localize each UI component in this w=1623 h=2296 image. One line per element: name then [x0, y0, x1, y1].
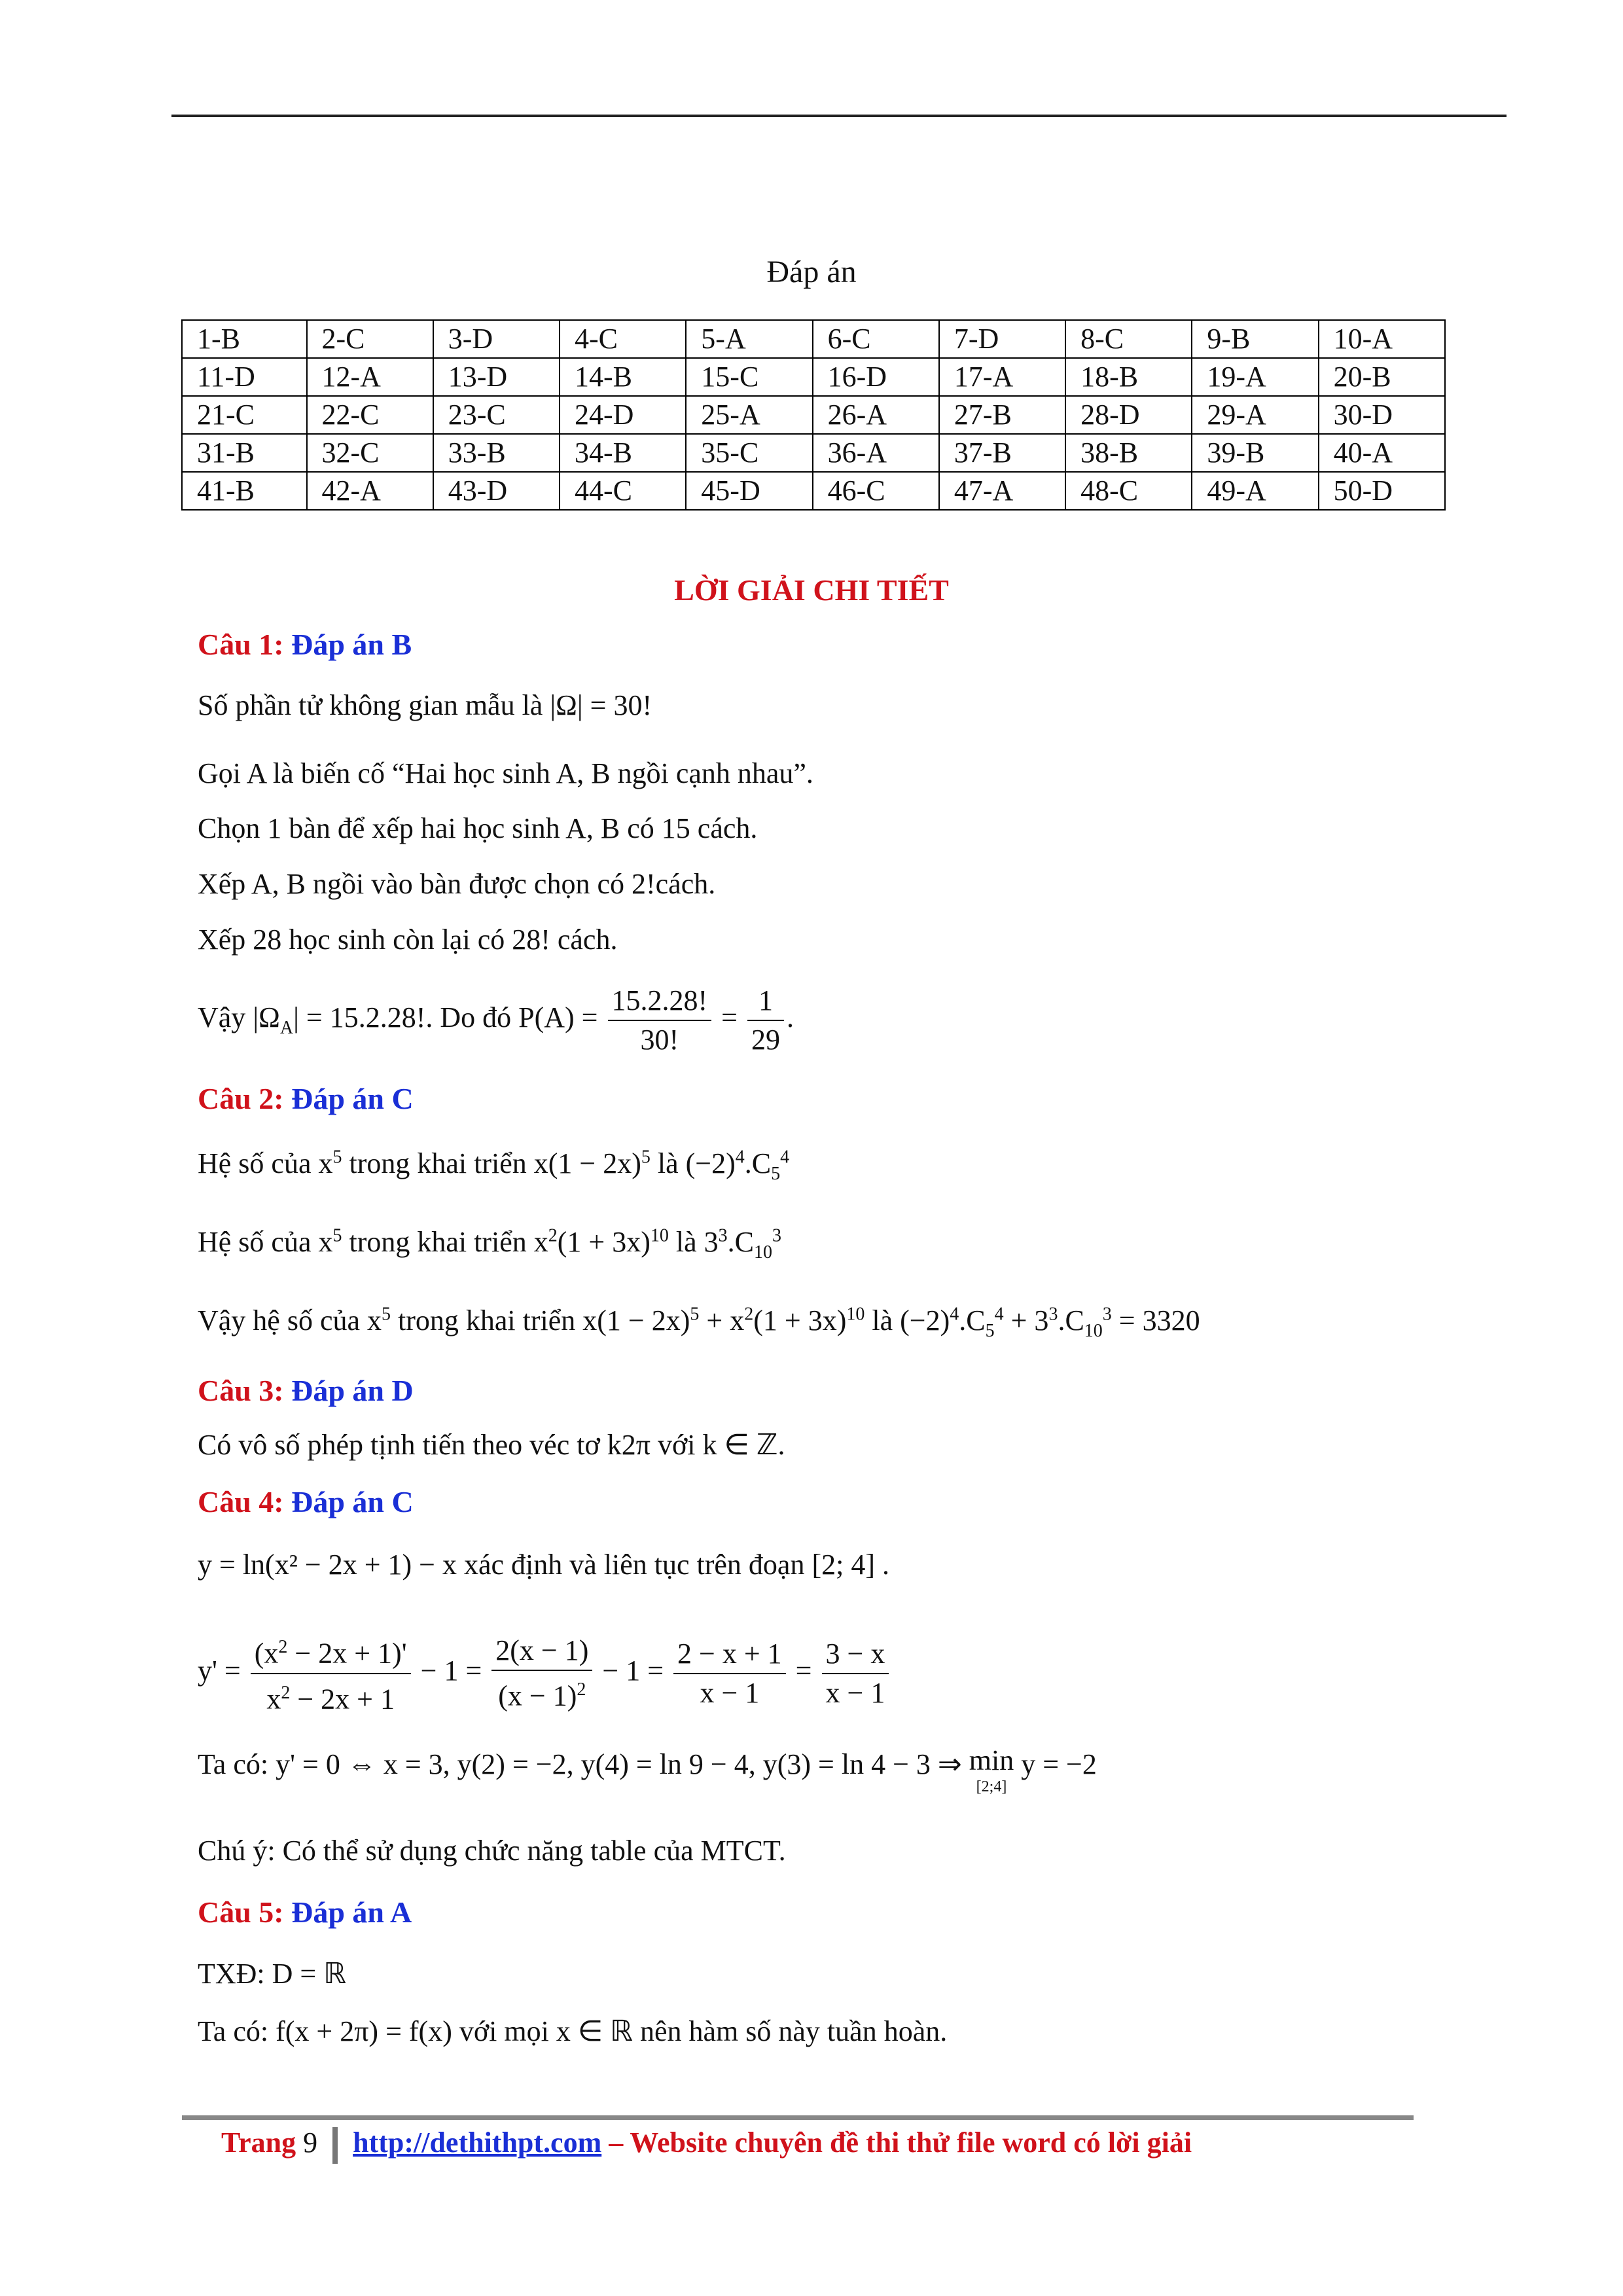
q3-line-1: Có vô số phép tịnh tiến theo véc tơ k2π với k ∈ ℤ.	[198, 1429, 785, 1461]
answer-cell: 17-A	[939, 358, 1065, 396]
question-label: Câu 5:	[198, 1895, 284, 1929]
answer-cell: 45-D	[686, 472, 812, 510]
q2-line-1: Hệ số của $x^5$ trong khai triển $x(1 - 2x)^5$ là $(-2)^4.C_5^4$	[198, 1147, 790, 1184]
answer-cell: 26-A	[813, 396, 939, 434]
answer-cell: 24-D	[560, 396, 686, 434]
question-2-heading	[198, 1081, 414, 1116]
page-number: 9	[303, 2126, 318, 2159]
answer-table	[181, 319, 1446, 511]
q5-line-2: Ta có: f(x + 2π) = f(x) với mọi x ∈ ℝ nên hàm số này tuần hoàn.	[198, 2015, 948, 2047]
answer-cell: 25-A	[686, 396, 812, 434]
answer-cell: 13-D	[433, 358, 560, 396]
footer-tagline: – Website chuyên đề thi thử file word có lời giải	[609, 2126, 1192, 2159]
solutions-title: LỜI GIẢI CHI TIẾT	[674, 573, 949, 607]
q1-line-3: Chọn 1 bàn để xếp hai học sinh A, B có 15 cách.	[198, 812, 758, 844]
q4-line-4: Chú ý: Có thể sử dụng chức năng table của MTCT.	[198, 1835, 786, 1867]
answer-cell: 15-C	[686, 358, 812, 396]
q2-line-2: Hệ số của $x^5$ trong khai triển $x^2(1 + 3x)^{10}$ là $3^3.C_{10}^3$	[198, 1225, 782, 1263]
table-row	[182, 472, 1445, 510]
answer-cell: 32-C	[307, 434, 433, 472]
answer-cell: 39-B	[1192, 434, 1318, 472]
answer-cell: 14-B	[560, 358, 686, 396]
answer-cell: 11-D	[182, 358, 307, 396]
answer-cell: 19-A	[1192, 358, 1318, 396]
q2-line-3: Vậy hệ số của $x^5$ trong khai triển $x(1 - 2x)^5 + x^2(1 + 3x)^{10}$ là $(-2)^4.C_5^4 + 3^3.C_{10}^3 = 3320$	[198, 1304, 1200, 1341]
answer-cell: 2-C	[307, 320, 433, 358]
answer-cell: 20-B	[1319, 358, 1445, 396]
answer-label: Đáp án B	[291, 628, 412, 661]
answer-cell: 49-A	[1192, 472, 1318, 510]
table-row	[182, 320, 1445, 358]
answer-cell: 41-B	[182, 472, 307, 510]
q4-line-3: Ta có: y' = 0 ⇔ x = 3, y(2) = −2, y(4) = ln 9 − 4, y(3) = ln 4 − 3 ⇒ min [2;4] y = −2	[198, 1744, 1097, 1795]
answer-cell: 1-B	[182, 320, 307, 358]
fraction: $\frac{15.2.28!}{30!}$	[608, 982, 712, 1059]
table-row	[182, 396, 1445, 434]
table-row	[182, 434, 1445, 472]
q1-line-2: Gọi A là biến cố “Hai học sinh A, B ngồi cạnh nhau”.	[198, 757, 813, 789]
footer-divider	[332, 2127, 338, 2164]
answer-cell: 4-C	[560, 320, 686, 358]
question-1-heading	[198, 627, 412, 662]
answer-label: Đáp án A	[291, 1895, 412, 1929]
answer-cell: 16-D	[813, 358, 939, 396]
answer-cell: 47-A	[939, 472, 1065, 510]
answer-cell: 35-C	[686, 434, 812, 472]
q1-line-5: Xếp 28 học sinh còn lại có 28! cách.	[198, 924, 618, 956]
q1-line-6: Vậy $|\Omega_A| = 15.2.28$!. Do đó P(A) = $\frac{15.2.28!}{30!}$ = $\frac{1}{29}$ .	[198, 982, 794, 1059]
question-3-heading	[198, 1373, 414, 1408]
answer-cell: 29-A	[1192, 396, 1318, 434]
answer-cell: 28-D	[1065, 396, 1192, 434]
answer-cell: 38-B	[1065, 434, 1192, 472]
answer-cell: 30-D	[1319, 396, 1445, 434]
q1-line-1: Số phần tử không gian mẫu là |Ω| = 30!	[198, 689, 652, 721]
answer-cell: 40-A	[1319, 434, 1445, 472]
answer-cell: 34-B	[560, 434, 686, 472]
answer-cell: 42-A	[307, 472, 433, 510]
answer-label: Đáp án C	[291, 1485, 414, 1518]
answer-cell: 46-C	[813, 472, 939, 510]
answer-cell: 8-C	[1065, 320, 1192, 358]
page-footer	[221, 2126, 1192, 2164]
question-4-heading	[198, 1484, 414, 1519]
answer-cell: 33-B	[433, 434, 560, 472]
answer-cell: 18-B	[1065, 358, 1192, 396]
question-5-heading	[198, 1895, 412, 1929]
answer-cell: 9-B	[1192, 320, 1318, 358]
question-label: Câu 2:	[198, 1082, 284, 1115]
answer-cell: 21-C	[182, 396, 307, 434]
question-label: Câu 3:	[198, 1374, 284, 1407]
page-label: Trang	[221, 2126, 296, 2159]
answer-cell: 23-C	[433, 396, 560, 434]
answer-cell: 37-B	[939, 434, 1065, 472]
answer-cell: 50-D	[1319, 472, 1445, 510]
fraction: $\frac{1}{29}$	[747, 982, 784, 1059]
question-label: Câu 1:	[198, 628, 284, 661]
answer-cell: 48-C	[1065, 472, 1192, 510]
answer-cell: 36-A	[813, 434, 939, 472]
answer-cell: 7-D	[939, 320, 1065, 358]
answers-title: Đáp án	[766, 255, 857, 289]
question-label: Câu 4:	[198, 1485, 284, 1518]
table-row	[182, 358, 1445, 396]
answer-cell: 22-C	[307, 396, 433, 434]
answer-cell: 43-D	[433, 472, 560, 510]
q4-line-2: y' = $\frac{(x^2 - 2x + 1)'}{x^2 - 2x + 1}$ − 1 = $\frac{2(x - 1)}{(x - 1)^2}$ − 1 = $\frac{2 - x + 1}{x - 1}$ = $\frac{3 - x}{x - 1}$	[198, 1628, 891, 1718]
top-rule	[171, 115, 1507, 117]
q5-line-1: TXĐ: D = ℝ	[198, 1958, 347, 1990]
footer-rule	[182, 2115, 1414, 2120]
answer-cell: 12-A	[307, 358, 433, 396]
q4-line-1: y = ln(x² − 2x + 1) − x xác định và liên tục trên đoạn [2; 4] .	[198, 1549, 889, 1581]
website-link[interactable]: http://dethithpt.com	[353, 2126, 602, 2159]
answer-cell: 27-B	[939, 396, 1065, 434]
answer-label: Đáp án C	[291, 1082, 414, 1115]
answer-cell: 31-B	[182, 434, 307, 472]
formula: |Ω| = 30!	[550, 689, 652, 721]
answer-cell: 6-C	[813, 320, 939, 358]
answer-label: Đáp án D	[291, 1374, 414, 1407]
answer-cell: 5-A	[686, 320, 812, 358]
q1-line-4: Xếp A, B ngồi vào bàn được chọn có 2!cách.	[198, 868, 716, 900]
answer-cell: 3-D	[433, 320, 560, 358]
answer-cell: 10-A	[1319, 320, 1445, 358]
answer-cell: 44-C	[560, 472, 686, 510]
